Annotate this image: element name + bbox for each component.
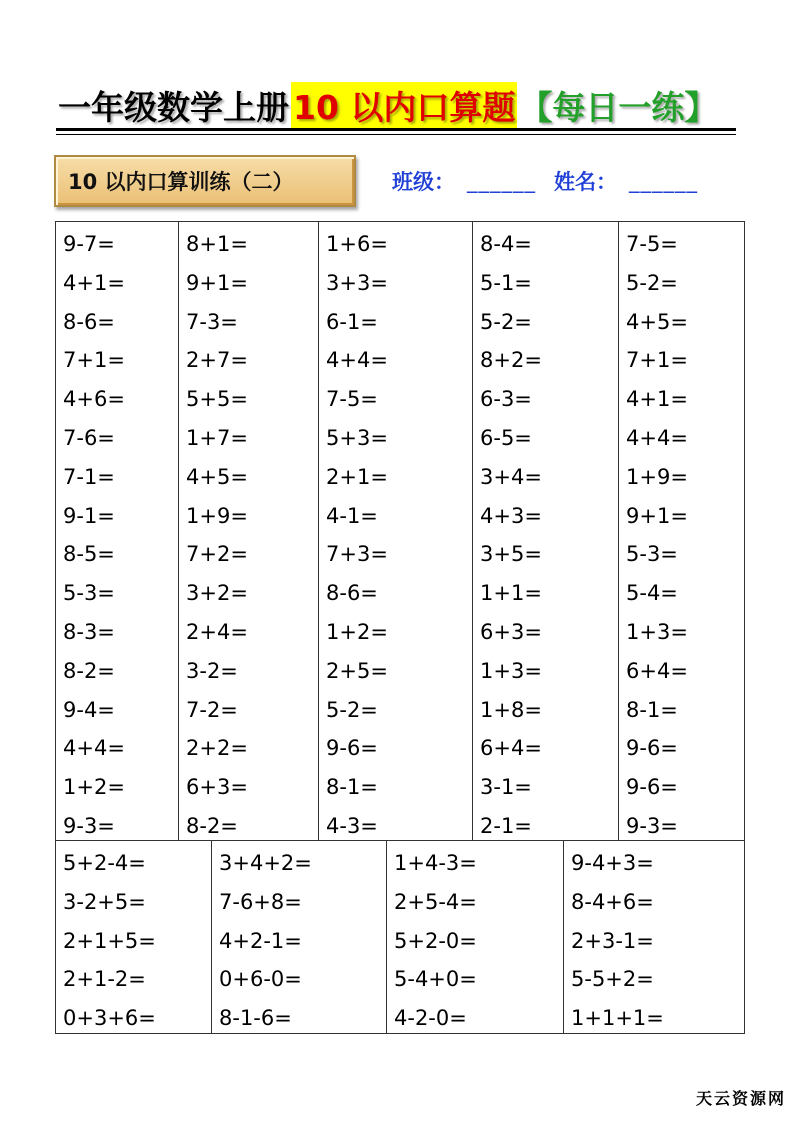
- problem-item: 2+3-1=: [571, 928, 654, 953]
- problem-item: 1+1+1=: [571, 1006, 664, 1031]
- problem-item: 7-6=: [63, 425, 115, 450]
- problem-item: 7-5=: [626, 232, 678, 256]
- problem-item: 3+2=: [186, 581, 248, 606]
- problem-item: 1+3=: [626, 619, 688, 644]
- problem-item: 4+3=: [480, 503, 542, 528]
- problem-item: 1+6=: [326, 232, 388, 256]
- problem-item: 2+4=: [186, 619, 248, 644]
- problem-item: 5-4+0=: [394, 967, 477, 992]
- problem-item: 2+5=: [326, 658, 388, 683]
- problem-item: 4-3=: [326, 813, 378, 838]
- problem-item: 6-5=: [480, 425, 532, 450]
- problem-item: 5-2=: [480, 309, 532, 334]
- problem-item: 7-5=: [326, 387, 378, 412]
- problem-item: 9-4=: [63, 697, 115, 722]
- student-fields: [392, 164, 716, 198]
- problem-item: 4-1=: [326, 503, 378, 528]
- problem-item: 2+1+5=: [63, 928, 156, 953]
- problem-item: 6+4=: [480, 736, 542, 761]
- problem-item: 9-6=: [326, 736, 378, 761]
- name-label: 姓名：: [554, 170, 617, 194]
- problem-item: 8-6=: [63, 309, 115, 334]
- problem-column: [319, 222, 473, 841]
- problem-item: 0+6-0=: [219, 967, 302, 992]
- problem-item: 3+4+2=: [219, 851, 312, 875]
- problem-column: [619, 222, 744, 841]
- problem-column: [473, 222, 619, 841]
- problem-item: 5-2=: [626, 270, 678, 295]
- title-highlight: 10 以内口算题: [291, 82, 517, 129]
- problem-item: 4+1=: [63, 270, 125, 295]
- problem-column: [387, 841, 564, 1033]
- section-badge: 10 以内口算训练（二）: [54, 155, 356, 207]
- problem-item: 3-2=: [186, 658, 238, 683]
- problem-item: 4+4=: [326, 348, 388, 373]
- problem-item: 3+5=: [480, 542, 542, 567]
- problem-item: 2+2=: [186, 736, 248, 761]
- problem-item: 7-1=: [63, 464, 115, 489]
- problem-item: 5-1=: [480, 270, 532, 295]
- problem-item: 8-4=: [480, 232, 532, 256]
- problem-item: 7+1=: [63, 348, 125, 373]
- problem-item: 2+7=: [186, 348, 248, 373]
- problem-item: 4+6=: [63, 387, 125, 412]
- problem-item: 5-3=: [626, 542, 678, 567]
- problem-item: 4+4=: [626, 425, 688, 450]
- problem-item: 5-5+2=: [571, 967, 654, 992]
- problem-item: 4+5=: [186, 464, 248, 489]
- problem-item: 1+1=: [480, 581, 542, 606]
- problem-item: 5-2=: [326, 697, 378, 722]
- problem-item: 6-3=: [480, 387, 532, 412]
- problem-item: 8-1=: [626, 697, 678, 722]
- problems-grid-bottom: [55, 840, 745, 1034]
- problem-item: 7-6+8=: [219, 889, 302, 914]
- problem-item: 7+1=: [626, 348, 688, 373]
- problem-item: 1+9=: [626, 464, 688, 489]
- problem-item: 2+1-2=: [63, 967, 146, 992]
- problem-item: 7-2=: [186, 697, 238, 722]
- problem-item: 1+4-3=: [394, 851, 477, 875]
- problem-item: 3-1=: [480, 775, 532, 800]
- problem-item: 6-1=: [326, 309, 378, 334]
- problem-item: 1+2=: [326, 619, 388, 644]
- problem-item: 9-7=: [63, 232, 115, 256]
- problem-item: 9-3=: [63, 813, 115, 838]
- problem-column: [56, 222, 179, 841]
- problem-item: 7-3=: [186, 309, 238, 334]
- problem-item: 1+7=: [186, 425, 248, 450]
- problem-item: 3+3=: [326, 270, 388, 295]
- problem-item: 9-6=: [626, 775, 678, 800]
- problem-item: 7+3=: [326, 542, 388, 567]
- problem-item: 6+3=: [186, 775, 248, 800]
- problem-item: 8-2=: [186, 813, 238, 838]
- problem-item: 5-4=: [626, 581, 678, 606]
- problem-item: 2+5-4=: [394, 889, 477, 914]
- problem-item: 2+1=: [326, 464, 388, 489]
- title-rule-thick: [56, 128, 736, 131]
- problem-item: 4+5=: [626, 309, 688, 334]
- problem-item: 0+3+6=: [63, 1006, 156, 1031]
- problem-item: 9-4+3=: [571, 851, 654, 875]
- problem-item: 2-1=: [480, 813, 532, 838]
- problem-item: 5+5=: [186, 387, 248, 412]
- problem-item: 8-2=: [63, 658, 115, 683]
- problem-item: 1+8=: [480, 697, 542, 722]
- problem-column: [212, 841, 387, 1033]
- problem-item: 8-3=: [63, 619, 115, 644]
- class-label: 班级：: [392, 170, 455, 194]
- problem-column: [564, 841, 744, 1033]
- problem-item: 6+3=: [480, 619, 542, 644]
- problem-column: [56, 841, 212, 1033]
- problem-item: 6+4=: [626, 658, 688, 683]
- problem-item: 9+1=: [186, 270, 248, 295]
- title-main: 一年级数学上册: [58, 87, 289, 127]
- problem-item: 1+3=: [480, 658, 542, 683]
- problem-item: 5+2-4=: [63, 851, 146, 875]
- problem-item: 8-6=: [326, 581, 378, 606]
- problem-item: 8+2=: [480, 348, 542, 373]
- problem-item: 9-1=: [63, 503, 115, 528]
- problem-item: 8+1=: [186, 232, 248, 256]
- title-rule-thin: [56, 134, 736, 135]
- problem-item: 5+2-0=: [394, 928, 477, 953]
- problem-column: [179, 222, 319, 841]
- title-tag: 【每日一练】: [519, 87, 718, 127]
- problem-item: 7+2=: [186, 542, 248, 567]
- problem-item: 3-2+5=: [63, 889, 146, 914]
- problem-item: 9-6=: [626, 736, 678, 761]
- problem-item: 9-3=: [626, 813, 678, 838]
- problem-item: 5+3=: [326, 425, 388, 450]
- problem-item: 4+4=: [63, 736, 125, 761]
- problem-item: 1+9=: [186, 503, 248, 528]
- problem-item: 8-5=: [63, 542, 115, 567]
- watermark: 天云资源网: [696, 1089, 787, 1108]
- name-blank[interactable]: ______: [629, 169, 698, 193]
- problem-item: 4+2-1=: [219, 928, 302, 953]
- class-blank[interactable]: ______: [467, 169, 536, 193]
- problem-item: 8-1=: [326, 775, 378, 800]
- problem-item: 3+4=: [480, 464, 542, 489]
- problems-grid-top: [55, 221, 745, 841]
- problem-item: 5-3=: [63, 581, 115, 606]
- problem-item: 8-1-6=: [219, 1006, 292, 1031]
- problem-item: 9+1=: [626, 503, 688, 528]
- problem-item: 4-2-0=: [394, 1006, 467, 1031]
- problem-item: 1+2=: [63, 775, 125, 800]
- problem-item: 4+1=: [626, 387, 688, 412]
- problem-item: 8-4+6=: [571, 889, 654, 914]
- page-title: [58, 80, 717, 130]
